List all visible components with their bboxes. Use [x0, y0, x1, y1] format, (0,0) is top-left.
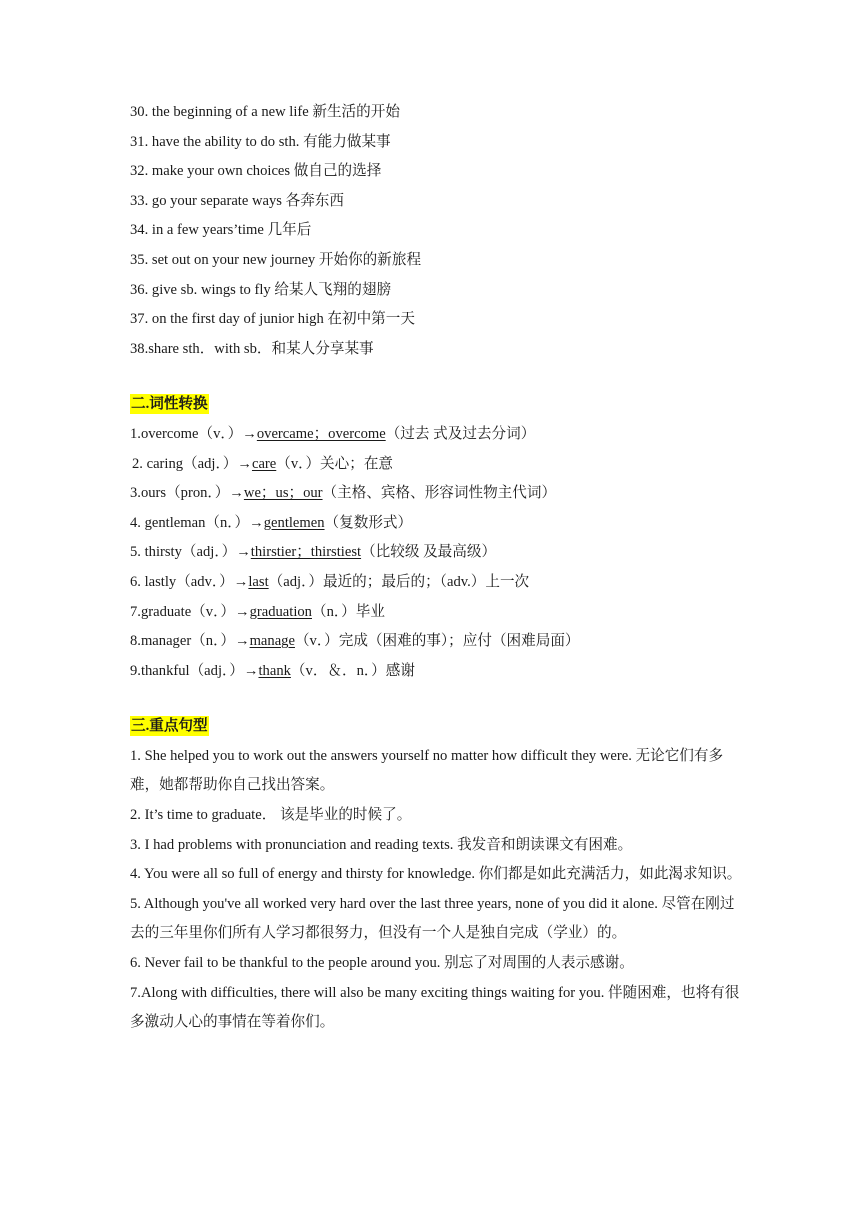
- conversion-item: 5. thirsty（adj．）→thirstier；thirstiest（比较级 及最高级）: [130, 544, 497, 561]
- phrase-item: 31. have the ability to do sth. 有能力做某事: [130, 133, 391, 150]
- sentence-item: 6. Never fail to be thankful to the people around you. 别忘了对周围的人表示感谢。: [130, 955, 634, 972]
- phrase-list: [130, 98, 800, 364]
- answer-text: care: [251, 455, 277, 472]
- conversion-item: 7.graduate（v．）→graduation（n．）毕业: [130, 603, 385, 620]
- sentence-item: 3. I had problems with pronunciation and reading texts. 我发音和朗读课文有困难。: [130, 836, 633, 853]
- answer-text: thirstier；thirstiest: [250, 544, 362, 561]
- phrase-item: 34. in a few years’time 几年后: [130, 222, 312, 239]
- sentence-item: 1. She helped you to work out the answers yourself no matter how difficult they were. 无论它们有多难，她都帮助你自己找出答案。: [130, 747, 724, 794]
- phrase-item: 37. on the first day of junior high 在初中第一天: [130, 311, 415, 328]
- conversion-item: 2. caring（adj．）→care（v．）关心；在意: [132, 455, 394, 472]
- conversion-item: 1.overcome（v．）→overcame；overcome（过去 式及过去分词）: [130, 425, 536, 442]
- answer-text: graduation: [249, 603, 312, 620]
- section-heading-row: [130, 390, 800, 420]
- conversion-item: 3.ours（pron．）→we；us；our（主格、宾格、形容词性物主代词）: [130, 485, 557, 502]
- conversion-item: 9.thankful（adj．）→thank（v．＆．n．）感谢: [130, 662, 415, 679]
- phrase-item: 33. go your separate ways 各奔东西: [130, 192, 344, 209]
- phrase-item: 35. set out on your new journey 开始你的新旅程: [130, 251, 422, 268]
- answer-text: thank: [258, 662, 291, 679]
- section-heading-word-conversion: 二.词性转换: [131, 396, 208, 413]
- key-sentence-list: [130, 742, 800, 1038]
- phrase-item: 36. give sb. wings to fly 给某人飞翔的翅膀: [130, 281, 392, 298]
- word-conversion-list: [130, 420, 800, 686]
- conversion-item: 8.manager（n．）→manage（v．）完成（困难的事）；应付（困难局面）: [130, 633, 580, 650]
- sentence-item: 4. You were all so full of energy and thirsty for knowledge. 你们都是如此充满活力，如此渴求知识。: [130, 866, 742, 883]
- section-heading-row: [130, 712, 800, 742]
- conversion-item: 6. lastly（adv．）→last（adj．）最近的；最后的；（adv.）上一次: [130, 573, 530, 590]
- phrase-item: 38.share sth．with sb．和某人分享某事: [130, 340, 374, 357]
- sentence-item: 5. Although you've all worked very hard over the last three years, none of you did it alone. 尽管在刚过去的三年里你们所有人学习都很努力，但没有一个人是独自完成（学业）的。: [130, 895, 735, 942]
- conversion-item: 4. gentleman（n．）→gentlemen（复数形式）: [130, 514, 413, 531]
- answer-text: manage: [249, 633, 295, 650]
- answer-text: gentlemen: [263, 514, 325, 531]
- sentence-item: 2. It’s time to graduate． 该是毕业的时候了。: [130, 807, 412, 824]
- answer-text: last: [248, 573, 269, 590]
- section-heading-key-sentences: 三.重点句型: [131, 718, 208, 735]
- answer-text: we；us；our: [243, 485, 323, 502]
- sentence-item: 7.Along with difficulties, there will also be many exciting things waiting for you. 伴随困难，也将有很多激动人心的事情在等着你们。: [130, 984, 740, 1031]
- phrase-item: 32. make your own choices 做自己的选择: [130, 163, 382, 180]
- answer-text: overcame；overcome: [256, 425, 386, 442]
- phrase-item: 30. the beginning of a new life 新生活的开始: [130, 104, 400, 120]
